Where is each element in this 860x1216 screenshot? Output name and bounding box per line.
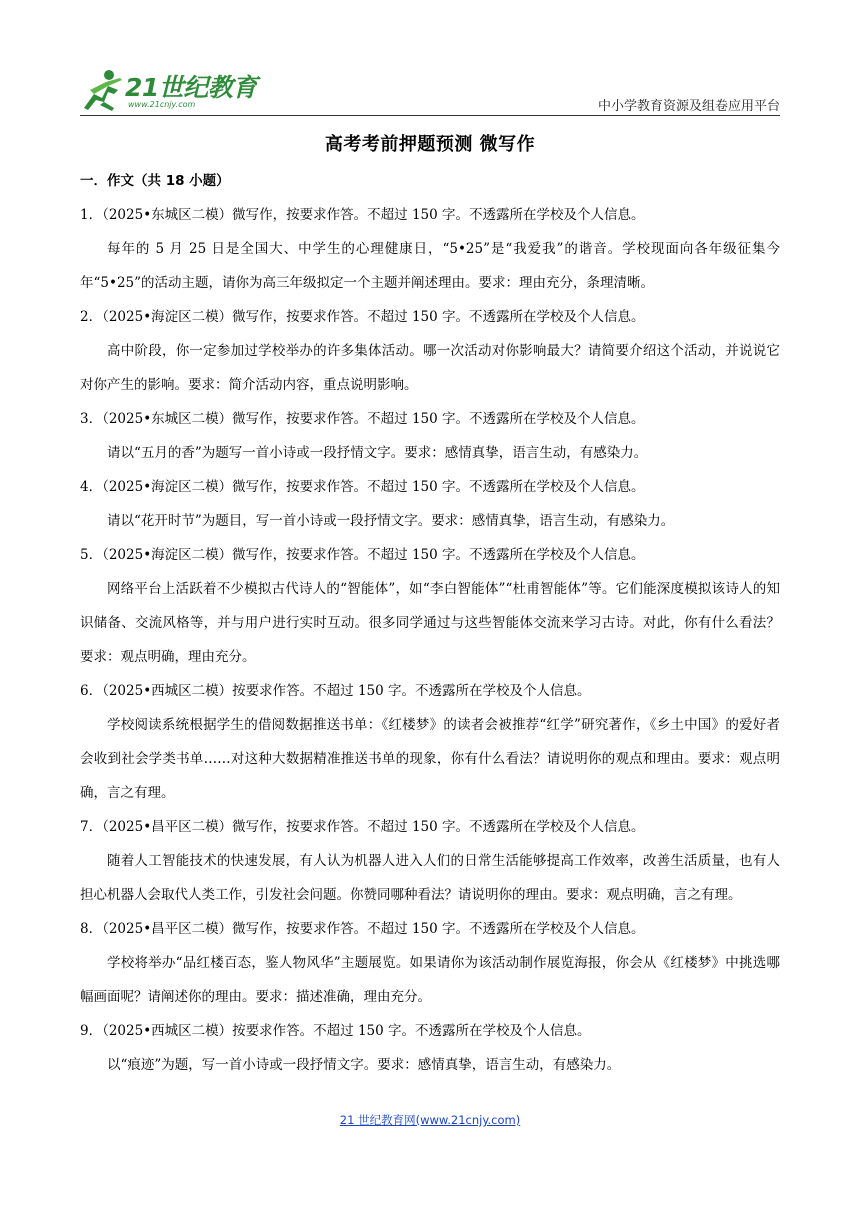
question-3 [80,402,780,470]
question-head: 5．（2025•海淀区二模）微写作，按要求作答。不超过 150 字。不透露所在学校及个人信息。 [80,547,645,563]
question-8 [80,912,780,1014]
question-body: 请以“花开时节”为题目，写一首小诗或一段抒情文字。要求：感情真挚，语言生动，有感染力。 [107,513,675,529]
question-body: 学校将举办“品红楼百态，鉴人物风华”主题展览。如果请你为该活动制作展览海报，你会从《红楼梦》中挑选哪幅画面呢？请阐述你的理由。要求：描述准确，理由充分。 [80,955,780,1005]
question-head: 4．（2025•海淀区二模）微写作，按要求作答。不超过 150 字。不透露所在学校及个人信息。 [80,479,645,495]
platform-name: 中小学教育资源及组卷应用平台 [597,99,780,114]
question-body: 高中阶段，你一定参加过学校举办的许多集体活动。哪一次活动对你影响最大？请简要介绍这个活动，并说说它对你产生的影响。要求：简介活动内容，重点说明影响。 [80,343,780,393]
question-4 [80,470,780,538]
question-6 [80,674,780,810]
question-body: 随着人工智能技术的快速发展，有人认为机器人进入人们的日常生活能够提高工作效率，改善生活质量，也有人担心机器人会取代人类工作，引发社会问题。你赞同哪种看法？请说明你的理由。要求：观点明确，言之有理。 [80,853,780,903]
document-body [80,170,780,1082]
logo-url: www.21cnjy.com [128,100,196,109]
question-head: 6．（2025•西城区二模）按要求作答。不超过 150 字。不透露所在学校及个人信息。 [80,683,591,699]
question-head: 8．（2025•昌平区二模）微写作，按要求作答。不超过 150 字。不透露所在学校及个人信息。 [80,921,645,937]
question-5 [80,538,780,674]
page-header [80,64,780,116]
question-head: 2．（2025•海淀区二模）微写作，按要求作答。不超过 150 字。不透露所在学校及个人信息。 [80,309,645,325]
question-head: 9．（2025•西城区二模）按要求作答。不超过 150 字。不透露所在学校及个人信息。 [80,1023,591,1039]
question-7 [80,810,780,912]
runner-logo-icon [80,68,126,112]
section-heading: 一．作文（共 18 小题） [80,173,230,189]
question-9 [80,1014,780,1082]
logo [80,68,257,114]
question-1 [80,198,780,300]
question-body: 学校阅读系统根据学生的借阅数据推送书单：《红楼梦》的读者会被推荐“红学”研究著作，《乡土中国》的爱好者会收到社会学类书单……对这种大数据精准推送书单的现象，你有什么看法？请说明你的观点和理由。要求：观点明确，言之有理。 [80,717,780,801]
question-head: 7．（2025•昌平区二模）微写作，按要求作答。不超过 150 字。不透露所在学校及个人信息。 [80,819,645,835]
question-body: 请以“五月的香”为题写一首小诗或一段抒情文字。要求：感情真挚，语言生动，有感染力。 [107,445,648,461]
header-divider [80,115,780,116]
logo-brand: 21世纪教育 [125,73,257,102]
question-2 [80,300,780,402]
question-body: 每年的 5 月 25 日是全国大、中学生的心理健康日，“5•25”是“我爱我”的谐音。学校现面向各年级征集今年“5•25”的活动主题，请你为高三年级拟定一个主题并阐述理由。要求：理由充分，条理清晰。 [80,241,780,291]
question-body: 以“痕迹”为题，写一首小诗或一段抒情文字。要求：感情真挚，语言生动，有感染力。 [107,1057,621,1073]
footer-link[interactable]: 21 世纪教育网(www.21cnjy.com) [339,1113,521,1127]
question-head: 1．（2025•东城区二模）微写作，按要求作答。不超过 150 字。不透露所在学校及个人信息。 [80,207,645,223]
page-title: 高考考前押题预测 微写作 [324,134,536,155]
question-body: 网络平台上活跃着不少模拟古代诗人的“智能体”，如“李白智能体”“杜甫智能体”等。它们能深度模拟该诗人的知识储备、交流风格等，并与用户进行实时互动。很多同学通过与这些智能体交流来学习古诗。对此，你有什么看法？要求：观点明确，理由充分。 [80,581,780,665]
question-head: 3．（2025•东城区二模）微写作，按要求作答。不超过 150 字。不透露所在学校及个人信息。 [80,411,645,427]
